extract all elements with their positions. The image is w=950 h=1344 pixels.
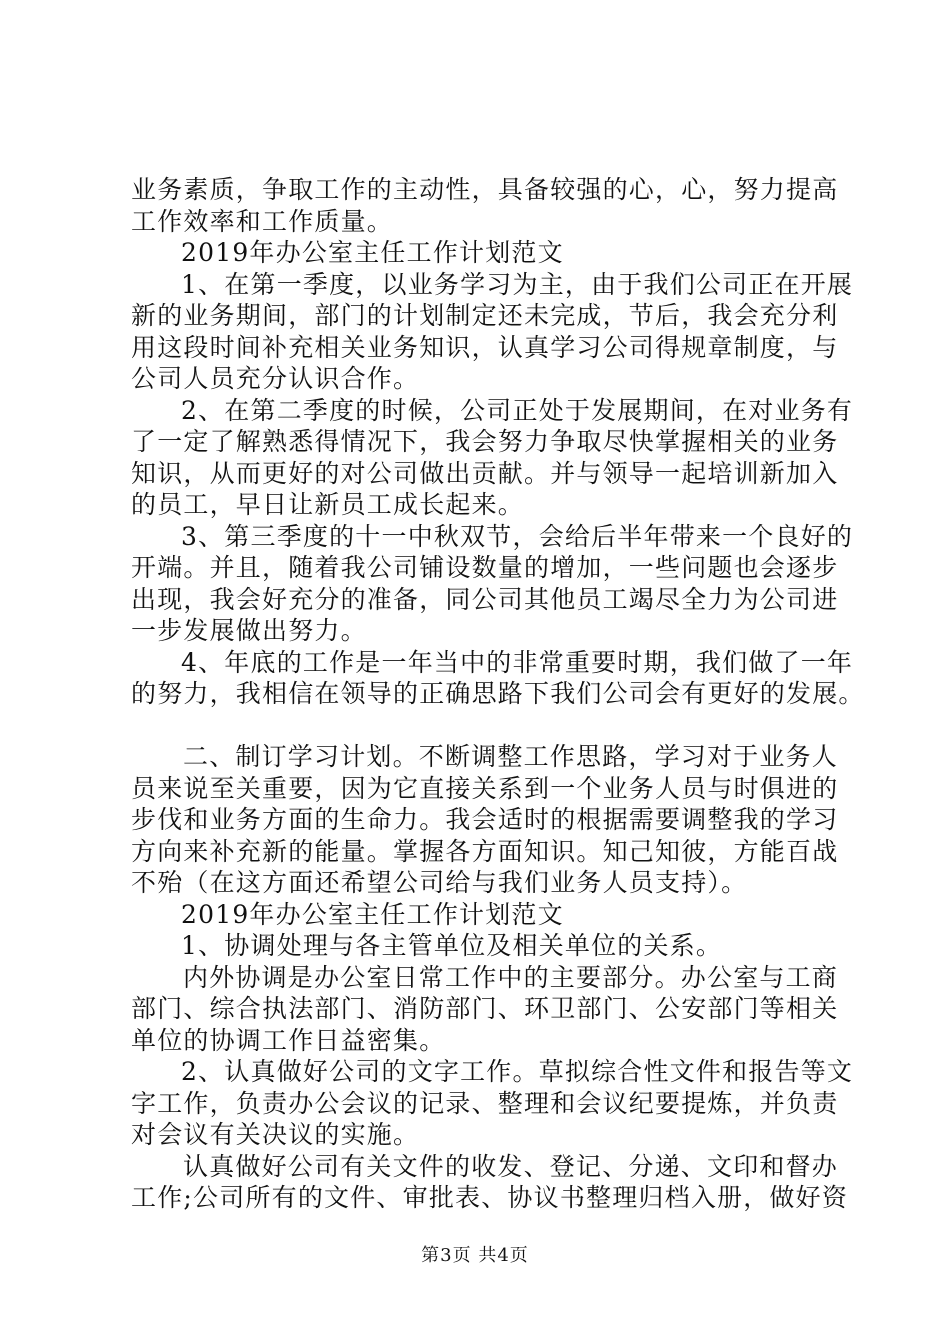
text-line: 4、年底的工作是一年当中的非常重要时期，我们做了一年 <box>181 647 854 677</box>
page-footer: 第3页 共4页 <box>421 1245 529 1266</box>
text-line: 认真做好公司有关文件的收发、登记、分递、文印和督办 <box>183 1151 839 1181</box>
text-line: 新的业务期间，部门的计划制定还未完成，节后，我会充分利 <box>131 301 839 330</box>
text-line: 对会议有关决议的实施。 <box>131 1120 420 1149</box>
document-body <box>131 174 865 1214</box>
text-line: 2019年办公室主任工作计划范文 <box>181 238 564 267</box>
text-line: 内外协调是办公室日常工作中的主要部分。办公室与工商 <box>183 962 839 992</box>
text-line: 员来说至关重要，因为它直接关系到一个业务人员与时俱进的 <box>131 773 839 803</box>
text-line: 出现，我会好充分的准备，同公司其他员工竭尽全力为公司进 <box>131 584 839 614</box>
text-line: 了一定了解熟悉得情况下，我会努力争取尽快掌握相关的业务 <box>131 427 839 456</box>
text-line: 知识，从而更好的对公司做出贡献。并与领导一起培训新加入 <box>131 458 839 488</box>
text-line: 2019年办公室主任工作计划范文 <box>181 899 564 929</box>
text-line: 的努力，我相信在领导的正确思路下我们公司会有更好的发展。 <box>131 679 865 708</box>
text-line: 公司人员充分认识合作。 <box>131 364 420 393</box>
text-line: 业务素质，争取工作的主动性，具备较强的心，心，努力提高 <box>131 175 839 204</box>
text-line: 的员工，早日让新员工成长起来。 <box>131 490 525 519</box>
text-line: 工作;公司所有的文件、审批表、协议书整理归档入册，做好资 <box>131 1183 849 1212</box>
text-line: 不殆（在这方面还希望公司给与我们业务人员支持）。 <box>131 868 748 897</box>
text-line: 2、在第二季度的时候，公司正处于发展期间，在对业务有 <box>181 395 854 425</box>
text-line: 方向来补充新的能量。掌握各方面知识。知己知彼，方能百战 <box>131 836 839 866</box>
text-line: 步伐和业务方面的生命力。我会适时的根据需要调整我的学习 <box>131 805 839 834</box>
text-line: 1、在第一季度，以业务学习为主，由于我们公司正在开展 <box>181 269 854 299</box>
text-line: 二、制订学习计划。不断调整工作思路，学习对于业务人 <box>183 742 839 771</box>
text-line: 开端。并且，随着我公司铺设数量的增加，一些问题也会逐步 <box>131 553 839 582</box>
text-line: 部门、综合执法部门、消防部门、环卫部门、公安部门等相关 <box>131 994 839 1023</box>
text-line: 2、认真做好公司的文字工作。草拟综合性文件和报告等文 <box>181 1057 854 1086</box>
text-line: 1、协调处理与各主管单位及相关单位的关系。 <box>181 931 723 960</box>
text-line: 一步发展做出努力。 <box>131 616 367 645</box>
text-line: 字工作，负责办公会议的记录、整理和会议纪要提炼，并负责 <box>131 1088 839 1118</box>
text-line: 工作效率和工作质量。 <box>131 206 394 236</box>
text-line: 单位的协调工作日益密集。 <box>131 1025 446 1055</box>
text-line: 用这段时间补充相关业务知识，认真学习公司得规章制度，与 <box>131 332 839 362</box>
text-line: 3、第三季度的十一中秋双节，会给后半年带来一个良好的 <box>181 521 854 551</box>
blank-line <box>131 710 846 742</box>
